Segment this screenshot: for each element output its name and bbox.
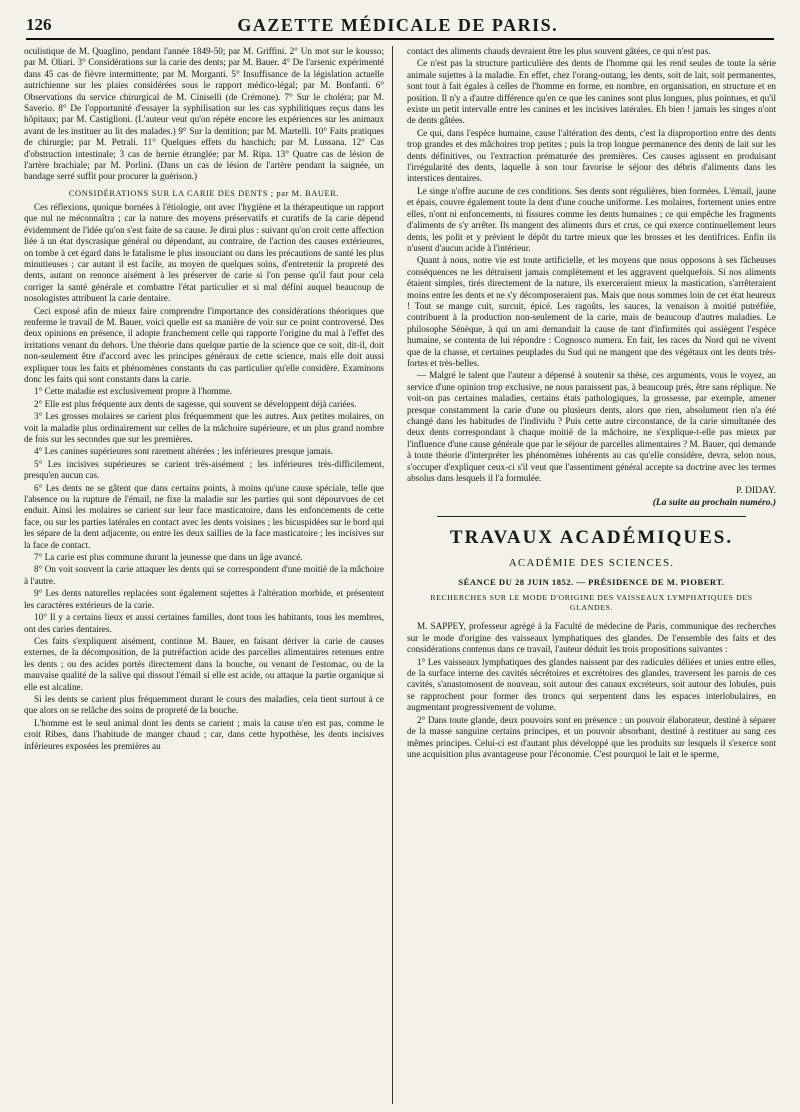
section-heading: CONSIDÉRATIONS SUR LA CARIE DES DENTS ; par M. BAUER. <box>68 188 340 198</box>
paragraph: 2° Dans toute glande, deux pouvoirs sont en présence : un pouvoir élaborateur, destiné à séparer de la masse sanguine certains principes, et un pouvoir absorbant, destiné à restituer au sang ces mêmes principes. Celui-ci est d'autant plus développé que les produits sur lesquels il s'exerce sont une acquisition plus avantageuse pour l'économie. C'est pourquoi le lait et le sperme, <box>407 714 776 759</box>
paragraph: Ce qui, dans l'espèce humaine, cause l'altération des dents, c'est la disproportion entre des dents trop grandes et des mâchoires trop petites ; puis la trop longue permanence des dents de lait sur les dents définitives, ou l'extraction prématurée des premières. Ces causes agissent en produisant l'irrégularité des dents, laquelle à son tour favorise le séjour des débris d'aliments dans les interstices dentaires. <box>407 127 776 184</box>
left-column <box>24 46 393 1104</box>
paragraph: 9° Les dents naturelles replacées sont également sujettes à l'altération morbide, et présentent les caractères extérieurs de la carie. <box>24 588 384 610</box>
continued-note: (La suite au prochain numéro.) <box>652 498 776 509</box>
paragraph: Le singe n'offre aucune de ces conditions. Ses dents sont régulières, bien formées. L'émail, jaune et épais, couvre également toute la dent d'une couche uniforme. Les molaires, fortement unies entre elles, n'ont ni enfoncements, ni fissures comme les dents humaines ; ce qui empêche les fragments d'aliments de s'y arrêter. Ils mangent des aliments durs et crus, ce qui exerce continuellement leurs dents, les polit et y prévient le dépôt du tartre mieux que les brosses et les dentifrices. Enfin ils n'usent d'aucun acide à l'intérieur. <box>407 185 776 253</box>
paragraph: Ces faits s'expliquent aisément, continue M. Bauer, en faisant dériver la carie de causes externes, de la décomposition, de la putréfaction acide des parcelles alimentaires retenues entre les dents ; ou des acides portés directement dans la bouche, ou venant de l'estomac, ou de la mauvaise qualité de la salive qui dissout l'émail si elle est acide, ou attaque la partie organique si elle est alcaline. <box>24 635 384 692</box>
session-heading: SÉANCE DU 28 JUIN 1852. — PRÉSIDENCE DE M. PIOBERT. <box>458 577 725 588</box>
paragraph: 5° Les incisives supérieures se carient très-aisément ; les inférieures très-difficilement, presqu'en aucun cas. <box>24 458 384 481</box>
paragraph: 8° On voit souvent la carie attaquer les dents qui se correspondent d'une moitié de la mâchoire à l'autre. <box>24 564 384 586</box>
section-divider <box>437 516 746 517</box>
paragraph: 10° Il y a certains lieux et aussi certaines familles, dont tous les habitants, tous les membres, ont des caries dentaires. <box>24 612 384 634</box>
right-column <box>407 46 776 1104</box>
article-subject: RECHERCHES SUR LE MODE D'ORIGINE DES VAISSEAUX LYMPHATIQUES DES GLANDES. <box>430 593 753 613</box>
author-signature: P. DIDAY. <box>736 486 776 497</box>
page-header <box>26 12 774 40</box>
text-columns <box>24 46 776 1104</box>
paragraph: Ces réflexions, quoique bornées à l'étiologie, ont avec l'hygiène et la thérapeutique un rapport que nul ne méconnaîtra ; car la nature des moyens préservatifs et curatifs de la carie dépend évidemment de l'idée qu'on s'est faite de sa cause. Je dirai plus : suivant qu'on croit cette affection liée à un état dyscrasique général ou dépendant, au contraire, de l'action des causes extérieures, on tombe à cet égard dans le fatalisme le plus insouciant ou dans les précautions de santé les plus minutieuses ; car autant il est facile, au moyen de quelques soins, d'entretenir la propreté des dents, autant on renonce aisément à les préserver de carie si l'on pense qu'il faut pour cela corriger la santé générale et combattre l'état particulier et si mal défini auquel beaucoup de nosologistes attribuent la carie dentaire. <box>24 201 384 304</box>
paragraph: 6° Les dents ne se gâtent que dans certains points, à moins qu'une cause spéciale, telle que l'absence ou la rupture de l'émail, ne fixe la maladie sur les parties qui sont dépourvues de cet enduit. Ainsi les molaires se carient sur leur face masticatoire, dans les enfoncements de cette face, ou sur les parties latérales en contact avec les dents voisines ; les bicuspidées sur le bord qui les sépare de la dent adjacente, ou entre les deux saillies de la face masticatoire ; les incisives sur la face de contact. <box>24 482 384 550</box>
paragraph: 7° La carie est plus commune durant la jeunesse que dans un âge avancé. <box>34 552 303 563</box>
paragraph: L'homme est le seul animal dont les dents se carient ; mais la cause n'en est pas, comme le croit Ribes, dans l'habitude de manger chaud ; car, dans cette hypothèse, les dents incisives inférieures exposées les premières au <box>24 717 384 751</box>
paragraph: Ceci exposé afin de mieux faire comprendre l'importance des considérations théoriques que renferme le travail de M. Bauer, voici quelle est sa manière de voir sur ce point controversé. Des deux opinions en présence, il adopte franchement celle qui rapporte l'origine du mal à l'effet des irritations venant du dehors. Une théorie dans quelque partie de la science que ce soit, dit-il, doit non-seulement être d'accord avec les principes généraux de cette science, mais elle doit aussi expliquer tous les faits et phénomènes constants du cas particulier qu'elle considère. Examinons donc les faits qui sont constants dans la carie. <box>24 305 384 384</box>
paragraph: 2° Elle est plus fréquente aux dents de sagesse, qui souvent se développent déjà cariées. <box>34 398 357 409</box>
academy-heading: ACADÉMIE DES SCIENCES. <box>508 557 675 570</box>
paragraph: 3° Les grosses molaires se carient plus fréquemment que les autres. Aux petites molaires, on voit la maladie plus ordinairement sur celles de la mâchoire supérieure, et un plus grand nombre de fois sur les secondes que sur les premières. <box>24 411 384 444</box>
paragraph: Ce n'est pas la structure particulière des dents de l'homme qui les rend seules de toute la série animale sujettes à la maladie. En effet, chez l'orang-outang, les dents, soit de lait, soit permanentes, sont tout à fait égales à celles de l'homme en forme, en nombre, en organisation, en structure et en position. Il n'y a d'autre différence qu'en ce que les canines sont plus longues, plus pointues, et qu'il existe un petit intervalle entre les canines et les incisives latérales. Eh bien ! jamais les singes n'ont de dents gâtées. <box>407 58 776 126</box>
paragraph: 4° Les canines supérieures sont rarement altérées ; les inférieures presque jamais. <box>34 446 334 457</box>
paragraph: oculistique de M. Quaglino, pendant l'année 1849-50; par M. Griffini. 2° Un mot sur le kousso; par M. Oliari. 3° Considérations sur la carie des dents; par M. Bauer. 4° De l'arsenic expérimenté dans 45 cas de fièvre intermittente; par M. Morganti. 5° Insuffisance de la législation actuelle autrichienne sur les plaies considérées sous le rapport médico-légal; par M. Bonfanti. 6° Observations du service chirurgical de M. Ciniselli (de Crémone). 7° Sur le choléra; par M. Saverio. 8° De l'opportunité d'essayer la syphilisation sur les cas syphilitiques reçus dans les hôpitaux; par M. Castiglioni. (L'auteur veut qu'on répète encore les expériences sur les animaux avant de les instituer au lit des malades.) 9° Sur la dentition; par M. Martelli. 10° Faits pratiques de chirurgie; par M. Petrali. 11° Quelques effets du haschich; par M. Lussana. 12° Cas d'obstruction intestinale; 3 cas de hernie étranglée; par M. Ripa. 13° Quatre cas de lésion de l'artère brachiale; par M. Porlini. (Dans un cas de lésion de l'artère pendant la saignée, un bandage serré suffit pour procurer la guérison.) <box>24 46 384 182</box>
paragraph: — Malgré le talent que l'auteur a dépensé à soutenir sa thèse, ces arguments, vous le voyez, au service d'une opinion trop exclusive, ne nous paraissent pas, à beaucoup près, être sans réplique. Ne voit-on pas certaines maladies, certains états pathologiques, la grossesse, par exemple, amener presque constamment la carie d'une ou plusieurs dents, alors que rien, absolument rien n'a été changé dans les habitudes de l'individu ? Puis cette autre circonstance, de la carie simultanée des deux dents correspondant à chaque moitié de la mâchoire, ne s'explique-t-elle pas mieux par l'influence d'une cause générale que par le séjour de parcelles alimentaires ? M. Bauer, qui demande à toute théorie d'interpréter les phénomènes inhérents au cas qu'elle considère, devra, selon nous, s'occuper d'expliquer ceux-ci s'il veut que l'assentiment général accepte sa doctrine avec les termes absolus dans lesquels il l'a formulée. <box>407 370 776 484</box>
paragraph: 1° Cette maladie est exclusivement propre à l'homme. <box>34 386 233 397</box>
paragraph: M. SAPPEY, professeur agrégé à la Faculté de médecine de Paris, communique des recherches sur le mode d'origine des vaisseaux lymphatiques des glandes. De l'ensemble des faits et des considérations contenus dans ce travail, l'auteur déduit les trois propositions suivantes : <box>407 621 776 655</box>
journal-title: GAZETTE MÉDICALE DE PARIS. <box>237 14 559 35</box>
paragraph: contact des aliments chauds devraient être les plus souvent gâtées, ce qui n'est pas. <box>407 46 711 56</box>
paragraph: Si les dents se carient plus fréquemment durant le cours des maladies, cela tient surtout à ce que alors on se relâche des soins de propreté de la bouche. <box>24 693 384 716</box>
paragraph: 1° Les vaisseaux lymphatiques des glandes naissent par des radicules déliées et unies entre elles, de la surface interne des cavités sécrétoires et excrétoires des glandes, traversent les parois de ces cavités, s'anastomosent de nouveau, soit autour des canaux excréteurs, soit autour des lobules, puis se rapprochent pour former des troncs qui serpentent dans les espaces interlobulaires, en augmentant progressivement de volume. <box>407 656 776 713</box>
section-title: TRAVAUX ACADÉMIQUES. <box>449 527 734 549</box>
paragraph: Quant à nous, notre vie est toute artificielle, et les moyens que nous opposons à ses fâcheuses conséquences ne les détruisent jamais complètement et les aggravent quelquefois. Si nos aliments étaient simples, tirés directement de la nature, ils exerceraient mieux la mastication, s'arrêteraient moins entre les dents et ne s'y décomposeraient pas. Mais que nous sommes loin de cet état heureux ! Tout se mange cuit, surcuit, épicé. Les ragoûts, les sauces, la venaison à moitié putréfiée, contribuent à la production non-seulement de la carie, mais de beaucoup d'autres maladies. Le philosophe Sénèque, à qui un ami demandait la cause de tant d'infirmités qui assiègent l'espèce humaine, se contenta de lui répondre : Cognosco numera. En fait, les races du Nord qui ne vivent que de la chasse, et certaines peuplades du Sud qui ne mangent que des végétaux ont les dents très-fortes et très-belles. <box>407 255 776 368</box>
page-number: 126 <box>26 15 52 34</box>
